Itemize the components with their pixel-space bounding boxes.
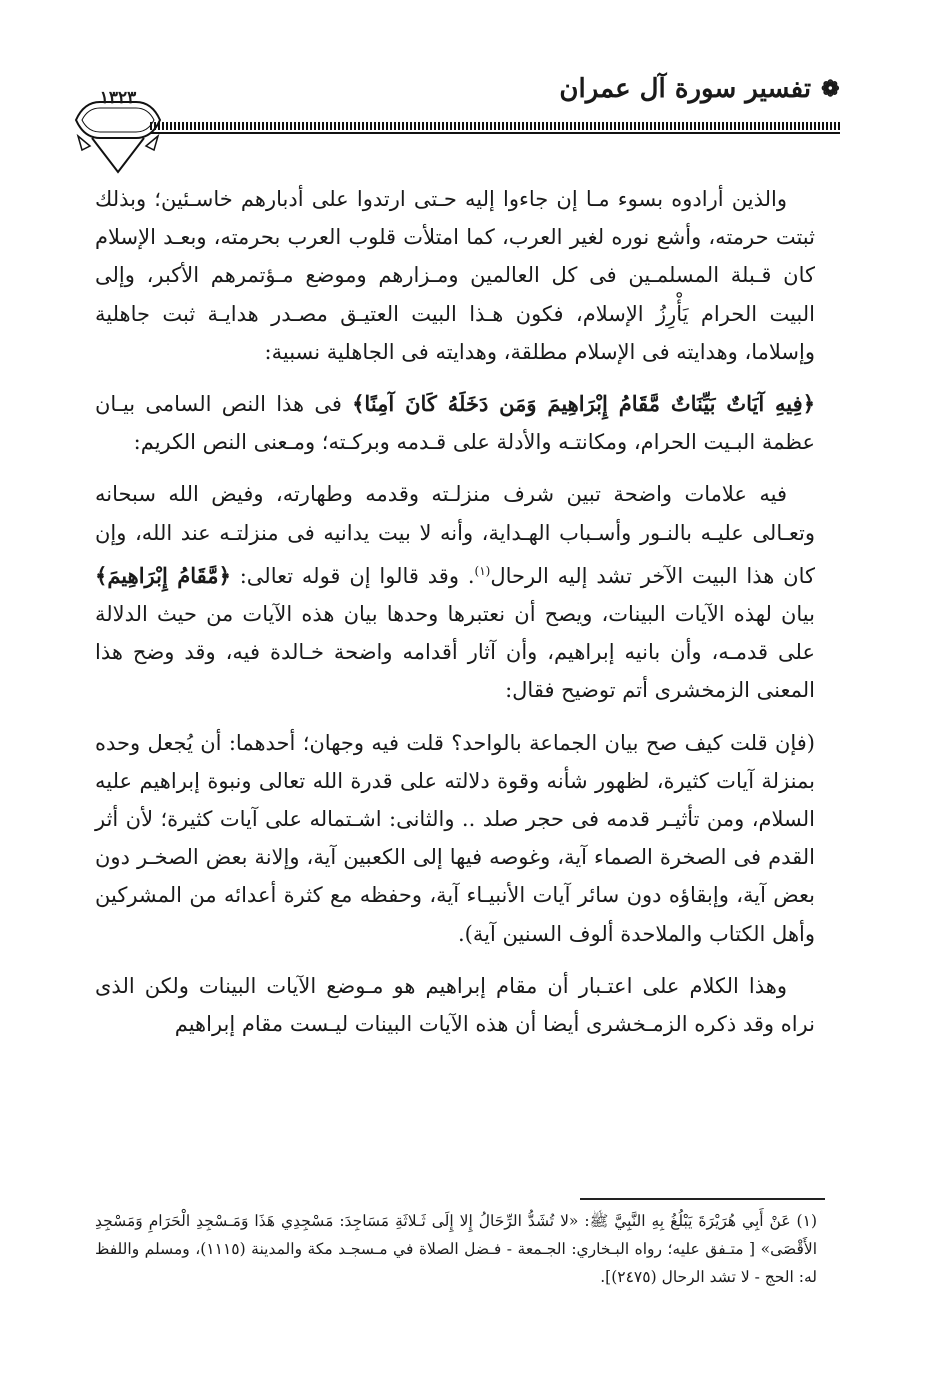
paragraph-3-text-c: بيان لهذه الآيات البينات، ويصح أن نعتبرها وحدها بيان هذه الآيات من حيث الدلالة على قدمـه، وأن بانيه إبراهيم، وأن آثار أقدامه واضحة خـالدة فيه، وقد وضح هذا المعنى الزمخشرى أتم توضيح فقال: xyxy=(95,602,815,703)
paragraph-3-text-b: . وقد قالوا إن قوله تعالى: xyxy=(230,563,475,588)
flower-ornament-icon: ❁ xyxy=(821,76,840,102)
page-number: ١٣٢٣ xyxy=(99,88,137,108)
quran-verse: فِيهِ آيَاتٌ بَيِّنَاتٌ مَّقَامُ إِبْرَاهِيمَ وَمَن دَخَلَهُ كَانَ آمِنًا xyxy=(364,391,803,417)
paragraph-1: والذين أرادوه بسوء مـا إن جاءوا إليه حـتى ارتدوا على أدبارهم خاسـئين؛ وبذلك ثبتت حرمته، وأشع نوره لغير العرب، كما امتلأت قلوب العرب بحرمته، وبعـد الإسلام كان قـبلة المسلمـين فى كل العالمين ومـزارهم وموضع مـؤتمرهم الأكبر، وإلى البيت الحرام يَأْرِزُ الإسلام، فكون هـذا البيت العتيـق مصـدر هدايـة ثبت جاهلية وإسلاما، وهدايته فى الإسلام مطلقة، وهدايته فى الجاهلية نسبية: xyxy=(95,187,815,364)
running-title xyxy=(559,74,840,104)
paragraph-2-text: فى هذا النص السامى بيـان عظمة البـيت الحرام، ومكانتـه والأدلة على قـدمه وبركـته؛ ومـعنى النص الكريم: xyxy=(95,392,815,455)
footnote: (١) عَنْ أَبِي هُرَيْرَةَ يَبْلُغُ بِهِ النَّبِيَّ ﷺ: «لا تُشَدُّ الرِّحَالُ إِلا إِلَى ثَـلاثَةِ مَسَاجِدَ: مَسْجِدِي هَذَا وَمَـسْجِدِ الْحَرَامِ وَمَسْجِدِ الأَقْصَى» [ متـفق عليه؛ رواه البـخاري: الجـمعة - فـضل الصلاة في مـسجـد مكة والمدينة (١١١٥)، ومسلم واللفظ له: الحج - لا تشد الرحال (٢٤٧٥)]. xyxy=(95,1212,817,1286)
ornate-bracket-close: ﴾ xyxy=(352,391,365,417)
ornate-bracket-open: ﴿ xyxy=(218,562,231,588)
paragraph-5: وهذا الكلام على اعتـبار أن مقام إبراهيم هو مـوضع الآيات البينات ولكن الذى نراه وقد ذكره الزمـخشرى أيضا أن هذه الآيات البينات ليـست مقام إبراهيم xyxy=(95,973,815,1037)
paragraph-3 xyxy=(95,475,815,709)
footnote-reference: (١) xyxy=(474,563,491,578)
ornate-bracket-open: ﴿ xyxy=(802,391,815,417)
paragraph-4-quote: (فإن قلت كيف صح بيان الجماعة بالواحد؟ قلت فيه وجهان؛ أحدهما: أن يُجعل وحده بمنزلة آيات كثيرة، لظهور شأنه وقوة دلالته على قدرة الله تعالى ونبوة إبراهيم عليه السلام، ومن تأثيـر قدمه فى حجر صلد .. والثانى: اشـتماله على آيات كثيرة؛ لأن أثر القدم فى الصخرة الصماء آية، وغوصه فيها إلى الكعبين آية، وإلانة بعض الصخـر دون بعض آية، وإبقاؤه دون سائر آيات الأنبيـاء آية، وحفظه مع كثرة أعدائه من المشركين وأهل الكتاب والملاحدة ألوف السنين آية). xyxy=(95,730,815,946)
header-rule xyxy=(150,122,840,130)
quran-verse: مَّقَامُ إِبْرَاهِيمَ xyxy=(107,562,219,588)
main-text xyxy=(95,180,815,1057)
paragraph-3-text-a: فيه علامات واضحة تبين شرف منزلـته وقدمه وطهارته، وفيض الله سبحانه وتعـالى عليـه بالنـور وأسـباب الهـداية، وأنه لا بيت يدانيه فى منزلتـه عند الله، وإن كان هذا البيت الآخر تشد إليه الرحال xyxy=(95,482,815,588)
running-title-text: تفسير سورة آل عمران xyxy=(559,74,812,104)
paragraph-2 xyxy=(95,385,815,461)
ornate-bracket-close: ﴾ xyxy=(95,562,108,588)
page-header xyxy=(70,66,840,176)
footnote-rule xyxy=(580,1198,825,1200)
